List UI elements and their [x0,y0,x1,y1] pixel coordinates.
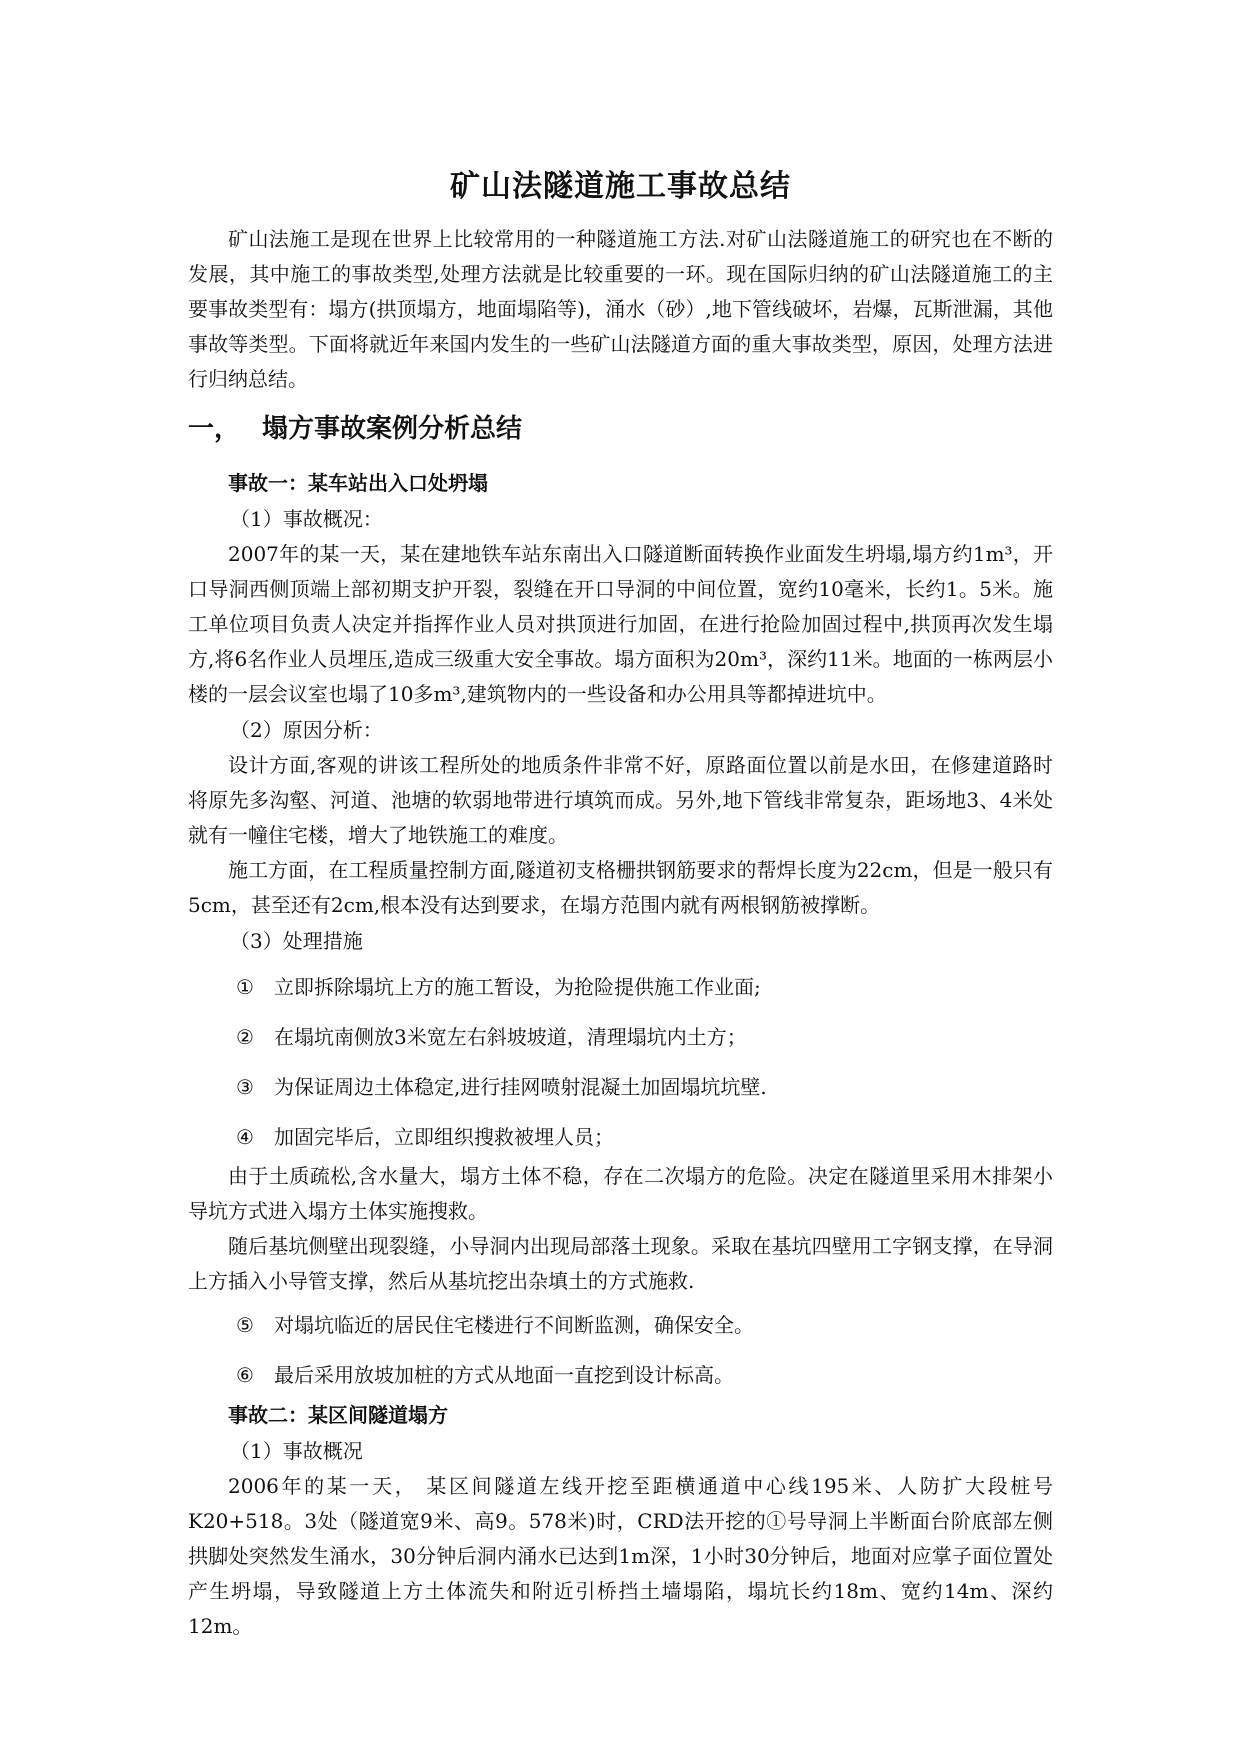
list-item-text: 在塌坑南侧放3米宽左右斜坡坡道，清理塌坑内土方； [274,1025,747,1049]
list-item-text: 加固完毕后，立即组织搜救被埋人员； [274,1125,614,1149]
subsection-label: （3）处理措施 [230,929,363,953]
list-item [188,1069,1053,1105]
subsection-label: （1）事故概况 [230,1439,363,1463]
list-marker: ② [236,1025,254,1049]
document-title: 矿山法隧道施工事故总结 [450,169,791,204]
rescue-paragraph: 随后基坑侧壁出现裂缝，小导洞内出现局部落土现象。采取在基坑四壁用工字钢支撑，在导洞上方插入小导管支撑，然后从基坑挖出杂填土的方式施救. [188,1234,1053,1293]
list-marker: ⑥ [236,1363,254,1387]
case-heading: 事故二：某区间隧道塌方 [228,1403,448,1427]
list-item [188,1357,1053,1393]
case-overview-paragraph: 2007年的某一天，某在建地铁车站东南出入口隧道断面转换作业面发生坍塌,塌方约1m³，开口导洞西侧顶端上部初期支护开裂，裂缝在开口导洞的中间位置，宽约10毫米，长约1。5米。施工单位项目负责人决定并指挥作业人员对拱顶进行加固，在进行抢险加固过程中,拱顶再次发生塌方,将6名作业人员埋压,造成三级重大安全事故。塌方面积为20m³，深约11米。地面的一栋两层小楼的一层会议室也塌了10多m³,建筑物内的一些设备和办公用具等都掉进坑中。 [188,542,1053,706]
list-item-text: 对塌坑临近的居民住宅楼进行不间断监测，确保安全。 [274,1313,754,1337]
section-title: 塌方事故案例分析总结 [262,414,523,444]
section-heading [188,409,1053,449]
list-item-text: 立即拆除塌坑上方的施工暂设，为抢险提供施工作业面; [274,975,761,999]
list-item [188,1307,1053,1343]
rescue-paragraph: 由于土质疏松,含水量大，塌方土体不稳，存在二次塌方的危险。决定在隧道里采用木排架小导坑方式进入塌方土体实施搜救。 [188,1164,1053,1223]
intro-paragraph: 矿山法施工是现在世界上比较常用的一种隧道施工方法.对矿山法隧道施工的研究也在不断的发展，其中施工的事故类型,处理方法就是比较重要的一环。现在国际归纳的矿山法隧道施工的主要事故类型有：塌方(拱顶塌方，地面塌陷等)，涌水（砂）,地下管线破坏，岩爆，瓦斯泄漏，其他事故等类型。下面将就近年来国内发生的一些矿山法隧道方面的重大事故类型，原因，处理方法进行归纳总结。 [188,227,1053,391]
cause-construction-paragraph: 施工方面，在工程质量控制方面,隧道初支格栅拱钢筋要求的帮焊长度为22cm，但是一般只有5cm，甚至还有2cm,根本没有达到要求，在塌方范围内就有两根钢筋被撑断。 [188,858,1053,917]
subsection-label: （2）原因分析： [230,718,383,742]
list-item [188,969,1053,1005]
list-item [188,1019,1053,1055]
cause-design-paragraph: 设计方面,客观的讲该工程所处的地质条件非常不好，原路面位置以前是水田，在修建道路时将原先多沟壑、河道、池塘的软弱地带进行填筑而成。另外,地下管线非常复杂，距场地3、4米处就有一幢住宅楼，增大了地铁施工的难度。 [188,753,1053,847]
measures-list [188,969,1053,1155]
list-marker: ① [236,975,254,999]
case-heading: 事故一：某车站出入口处坍塌 [228,471,488,495]
list-marker: ③ [236,1075,254,1099]
list-item-text: 最后采用放坡加桩的方式从地面一直挖到设计标高。 [274,1363,734,1387]
case-overview-paragraph: 2006年的某一天， 某区间隧道左线开挖至距横通道中心线195米、人防扩大段桩号K20+518。3处（隧道宽9米、高9。578米)时，CRD法开挖的①号导洞上半断面台阶底部左侧拱脚处突然发生涌水，30分钟后洞内涌水已达到1m深，1小时30分钟后，地面对应掌子面位置处产生坍塌，导致隧道上方土体流失和附近引桥挡土墙塌陷，塌坑长约18m、宽约14m、深约12m。 [188,1474,1053,1638]
measures-list [188,1307,1053,1393]
list-item-text: 为保证周边土体稳定,进行挂网喷射混凝土加固塌坑坑壁. [274,1075,767,1099]
list-marker: ⑤ [236,1313,254,1337]
list-marker: ④ [236,1125,254,1149]
section-number: 一， [188,414,241,444]
list-item [188,1119,1053,1155]
subsection-label: （1）事故概况： [230,507,383,531]
